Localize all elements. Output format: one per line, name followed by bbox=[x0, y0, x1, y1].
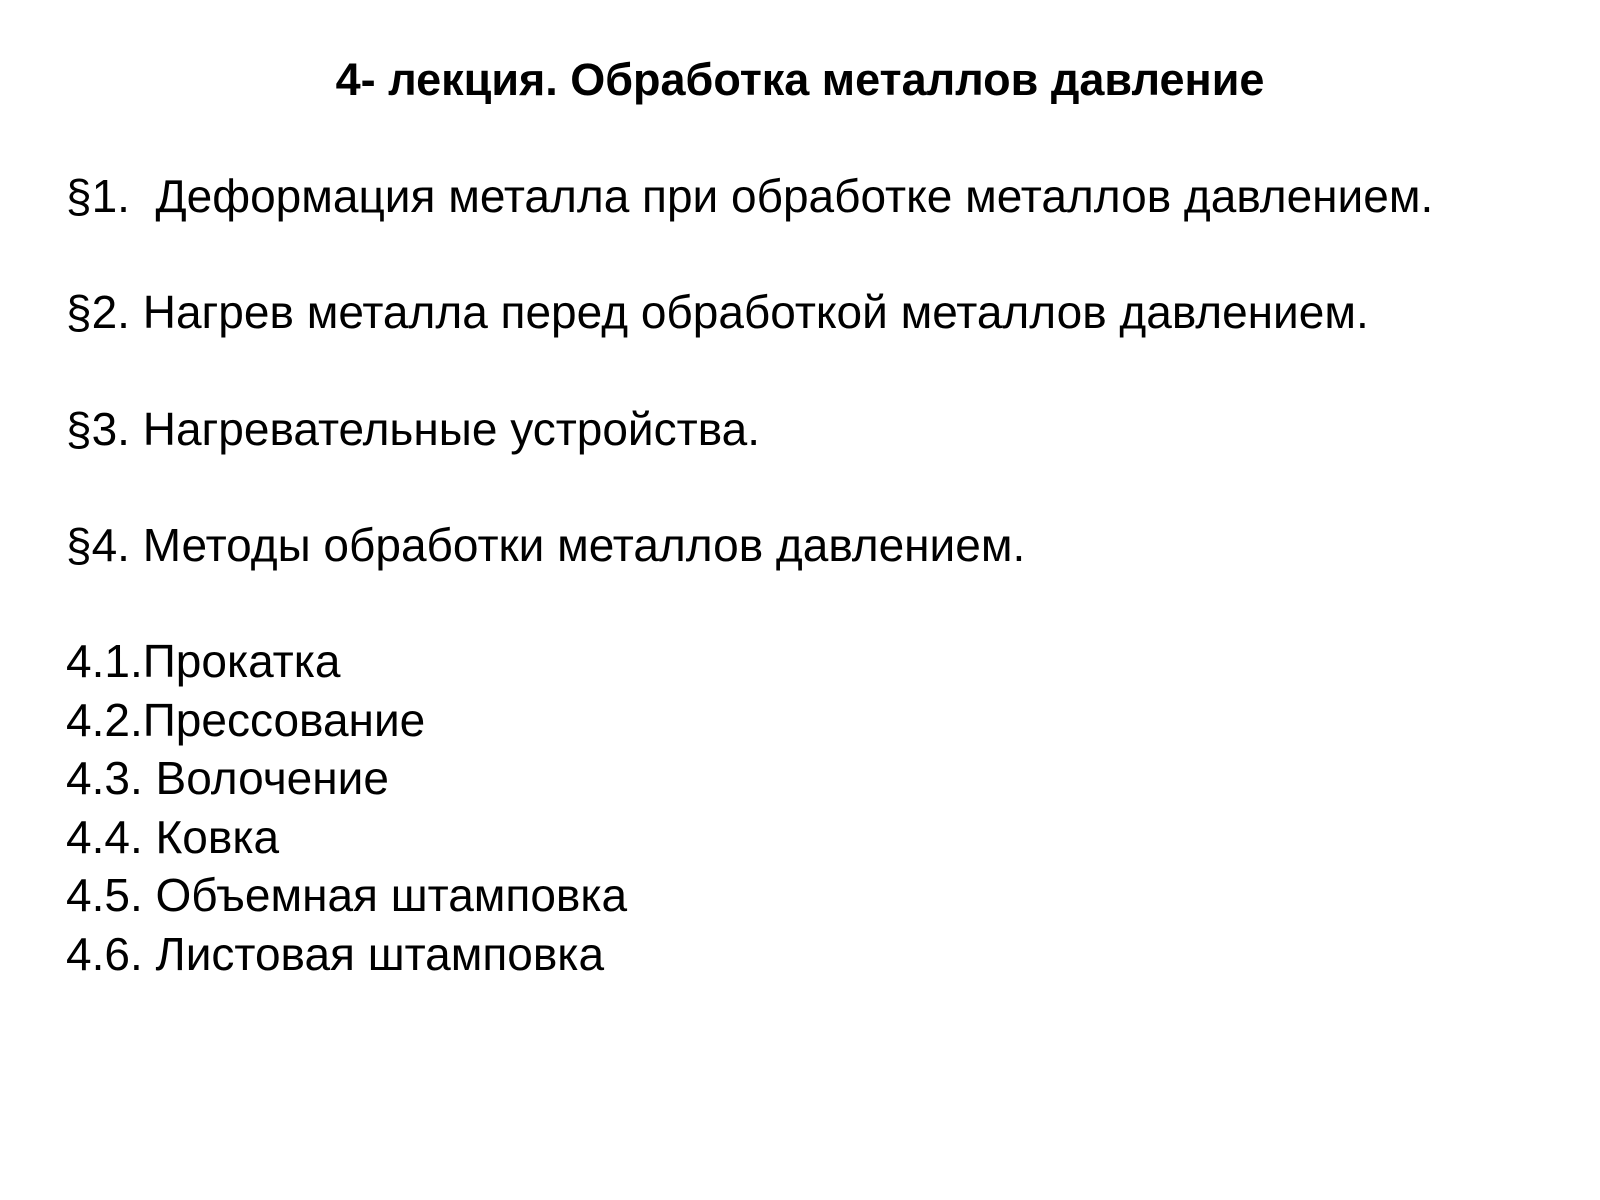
subsection-4-6: 4.6. Листовая штамповка bbox=[66, 927, 605, 980]
subsection-4-2: 4.2.Прессование bbox=[66, 693, 426, 746]
section-1: §1. Деформация металла при обработке металлов давлением. bbox=[66, 170, 1434, 222]
section-3: §3. Нагревательные устройства. bbox=[66, 403, 760, 455]
subsection-4-3: 4.3. Волочение bbox=[66, 752, 389, 805]
subsection-4-4: 4.4. Ковка bbox=[66, 810, 280, 863]
section-2: §2. Нагрев металла перед обработкой металлов давлением. bbox=[66, 286, 1369, 338]
subsection-4-1: 4.1.Прокатка bbox=[66, 635, 341, 687]
subsection-list bbox=[66, 632, 627, 984]
slide-title: 4- лекция. Обработка металлов давление bbox=[335, 54, 1265, 105]
subsection-4-5: 4.5. Объемная штамповка bbox=[66, 869, 628, 922]
section-4: §4. Методы обработки металлов давлением. bbox=[66, 519, 1026, 571]
